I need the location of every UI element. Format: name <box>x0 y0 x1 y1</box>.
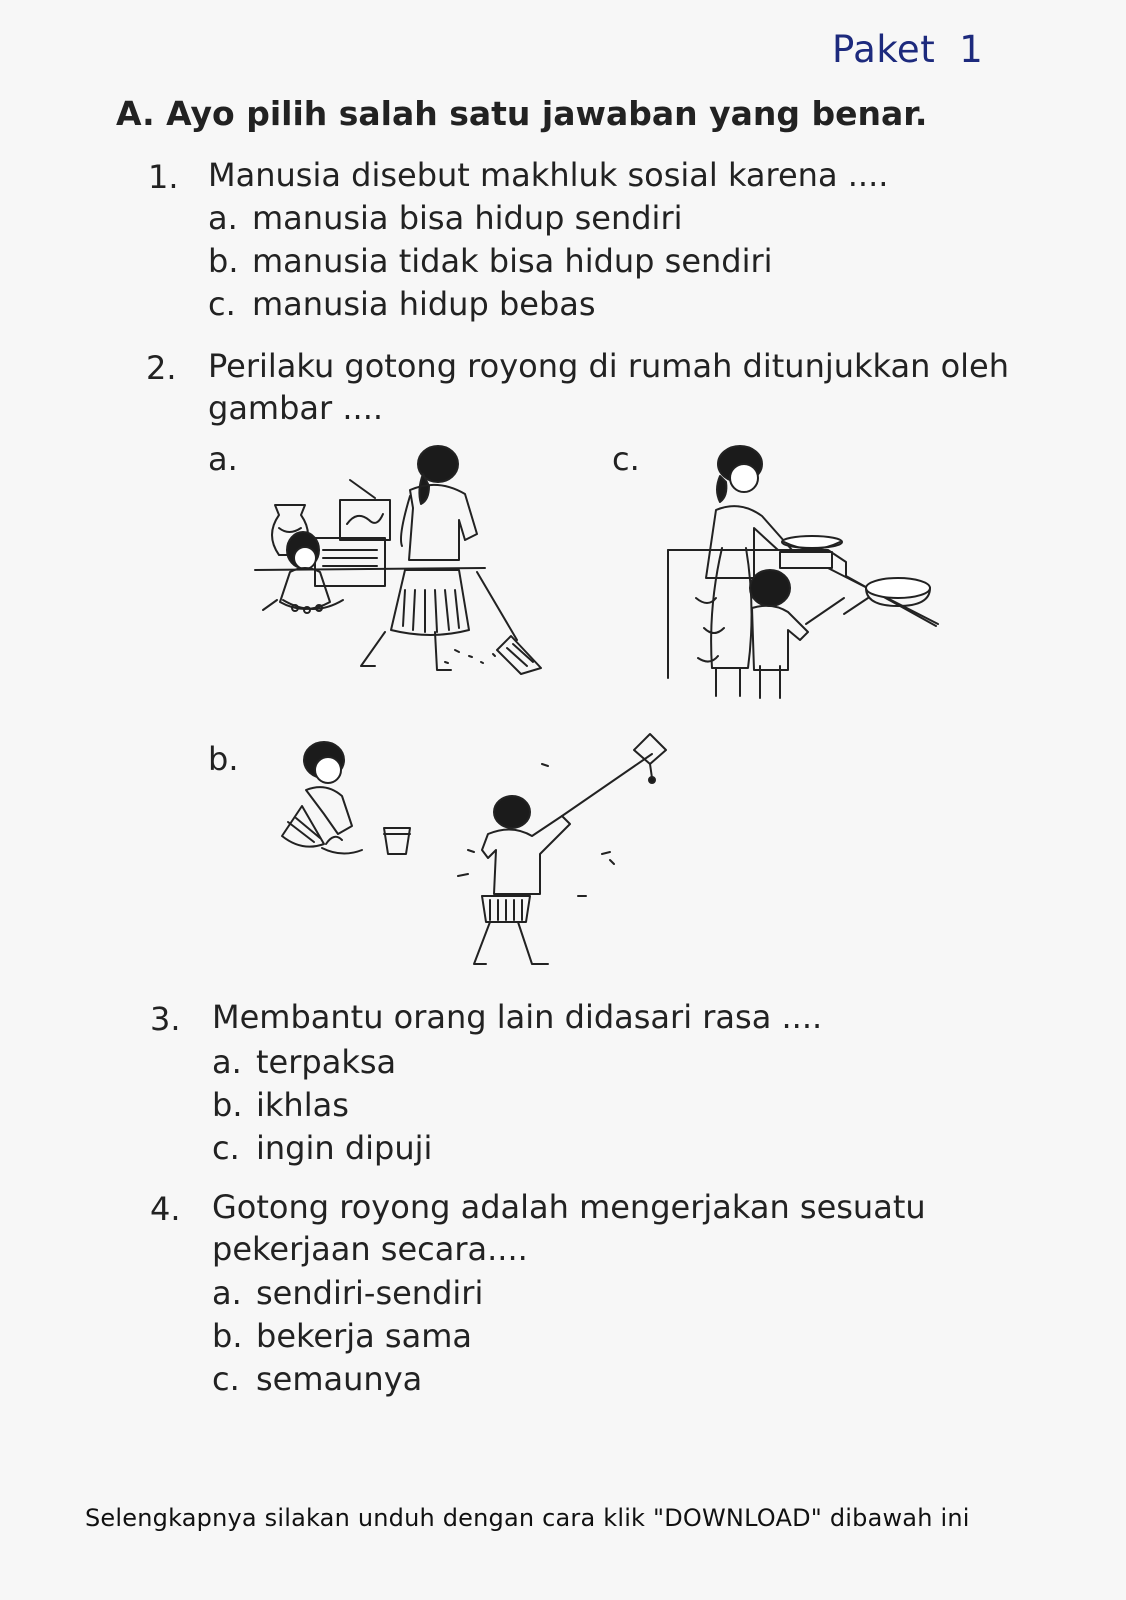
option-text: semaunya <box>256 1360 423 1398</box>
option-label: c. <box>208 285 236 323</box>
question-text: Membantu orang lain didasari rasa .... <box>212 998 823 1036</box>
cooking-mother-and-child-illustration[interactable] <box>668 448 958 710</box>
option-label: c. <box>212 1360 240 1398</box>
option-text: manusia bisa hidup sendiri <box>252 199 683 237</box>
option-text: manusia hidup bebas <box>252 285 596 323</box>
option-c[interactable] <box>212 1127 432 1170</box>
option-text: terpaksa <box>256 1043 397 1081</box>
option-label: a. <box>208 199 238 237</box>
option-a[interactable] <box>208 197 682 240</box>
question-number: 3. <box>150 1000 181 1038</box>
option-text: ikhlas <box>256 1086 349 1124</box>
picture-label-c[interactable]: c. <box>612 440 640 478</box>
question-text: Manusia disebut makhluk sosial karena .... <box>208 156 889 194</box>
option-a[interactable] <box>212 1272 483 1315</box>
option-b[interactable] <box>208 240 773 283</box>
option-b[interactable] <box>212 1315 472 1358</box>
section-title: A. Ayo pilih salah satu jawaban yang benar. <box>116 94 928 133</box>
sweeping-woman-and-child-illustration[interactable] <box>255 450 560 700</box>
option-label: a. <box>212 1274 242 1312</box>
paket-word: Paket <box>832 28 936 71</box>
option-label: a. <box>212 1043 242 1081</box>
option-c[interactable] <box>208 283 596 326</box>
option-text: bekerja sama <box>256 1317 472 1355</box>
question-text-line1: Gotong royong adalah mengerjakan sesuatu <box>212 1188 926 1226</box>
question-number: 1. <box>148 158 179 196</box>
question-number: 4. <box>150 1190 181 1228</box>
paket-label <box>832 28 983 71</box>
picture-label-a[interactable]: a. <box>208 440 238 478</box>
option-text: manusia tidak bisa hidup sendiri <box>252 242 773 280</box>
children-gardening-and-kite-illustration[interactable] <box>262 740 682 990</box>
option-label: b. <box>212 1317 243 1355</box>
download-instruction: Selengkapnya silakan unduh dengan cara klik "DOWNLOAD" dibawah ini <box>85 1504 970 1532</box>
question-text-line2: pekerjaan secara.... <box>212 1230 528 1268</box>
option-label: c. <box>212 1129 240 1167</box>
picture-label-b[interactable]: b. <box>208 740 239 778</box>
question-number: 2. <box>146 349 177 387</box>
option-c[interactable] <box>212 1358 422 1401</box>
paket-number: 1 <box>959 28 984 71</box>
question-text-line2: gambar .... <box>208 389 384 427</box>
question-text-line1: Perilaku gotong royong di rumah ditunjukkan oleh <box>208 347 1010 385</box>
option-text: sendiri-sendiri <box>256 1274 484 1312</box>
option-label: b. <box>212 1086 243 1124</box>
option-b[interactable] <box>212 1084 349 1127</box>
option-text: ingin dipuji <box>256 1129 433 1167</box>
option-label: b. <box>208 242 239 280</box>
option-a[interactable] <box>212 1041 396 1084</box>
